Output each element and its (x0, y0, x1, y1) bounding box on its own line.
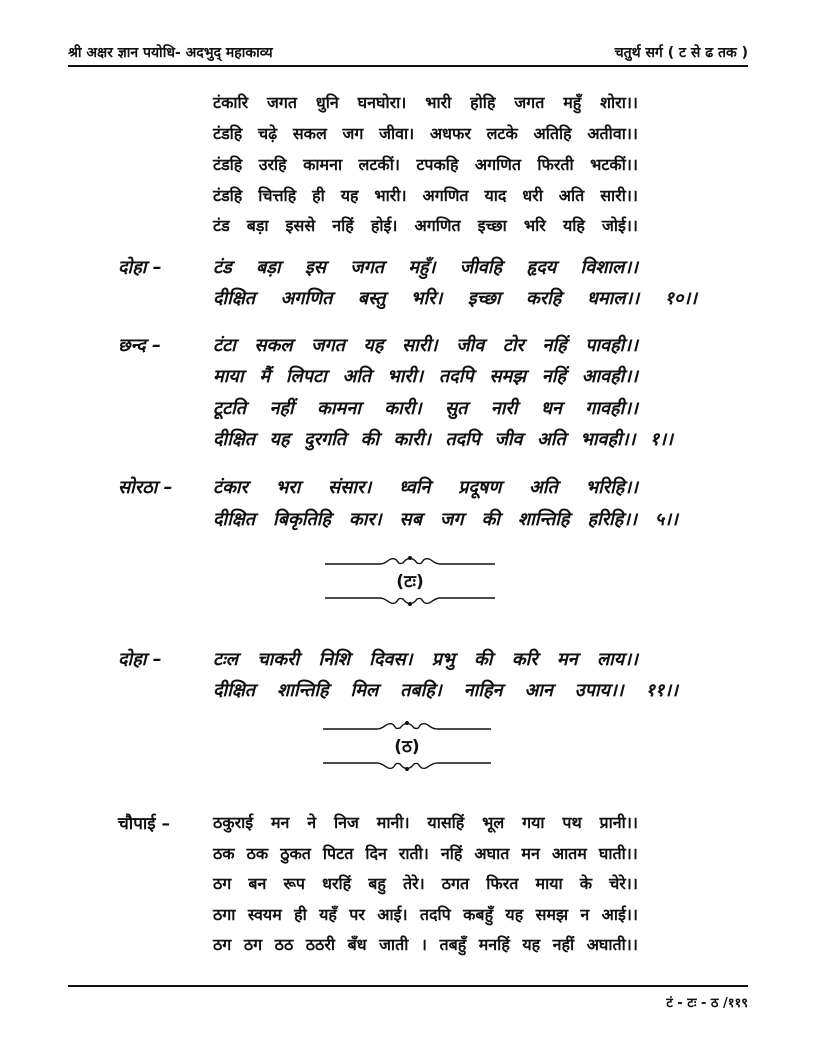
ornament-bottom-icon (325, 594, 495, 608)
page-header (68, 40, 748, 64)
verse-line: टंडहि चढ़े सकल जग जीवा। अधफर लटके अतिहि अतीवा।। (213, 124, 638, 143)
verse-line: माया मैं लिपटा अति भारी। तदपि समझ नहिं आवही।। (213, 366, 638, 387)
ornament-bottom-icon (323, 759, 491, 773)
header-rule (68, 65, 748, 67)
doha-label: दोहा – (118, 649, 162, 670)
verse-line: टंकार भरा संसार। ध्वनि प्रदूषण अति भरिहि।। (213, 477, 638, 498)
verse-line: टंड बड़ा इस जगत महुँ। जीवहि हृदय विशाल।। (213, 257, 638, 278)
verse-line: दीक्षित शान्तिहि मिल तबहि। नाहिन आन उपाय।। ११।। (213, 680, 678, 701)
page-number: टं - टः - ठ /११९ (666, 996, 748, 1011)
section-letter: (ठ) (394, 737, 420, 757)
verse-line: टंडहि उरहि कामना लटकीं। टपकहि अगणित फिरती भटकीं।। (213, 155, 638, 174)
verse-line: टंड बड़ा इससे नहिं होई। अगणित इच्छा भरि यहि जोई।। (213, 216, 638, 235)
chhand-label: छन्द – (118, 335, 162, 356)
verse-line: ठगा स्वयम ही यहँ पर आई। तदपि कबहुँ यह समझ न आई।। (213, 905, 638, 924)
verse-line: ठग ठग ठठ ठठरी बँध जाती । तबहुँ मनहिं यह नहीं अघाती।। (213, 935, 638, 954)
verse-line: टंडहि चित्तहि ही यह भारी। अगणित याद धरी अति सारी।। (213, 186, 638, 205)
doha-label: दोहा – (118, 257, 162, 278)
verse-line: टंटा सकल जगत यह सारी। जीव टोर नहिं पावही।। (213, 335, 638, 356)
footer-rule (68, 985, 748, 987)
section-divider-tah (325, 553, 495, 608)
verse-line: ठकुराई मन ने निज मानी। यासहिं भूल गया पथ प्रानी।। (213, 813, 638, 832)
section-letter: (टः) (396, 572, 424, 592)
verse-line: दीक्षित यह दुरगति की कारी। तदपि जीव अति भावही।। १।। (213, 429, 673, 450)
verse-line: दीक्षित बिकृतिहि कार। सब जग की शान्तिहि हरिहि।। ५।। (213, 509, 678, 530)
verse-line: टूटति नहीं कामना कारी। सुत नारी धन गावही।। (213, 398, 638, 419)
section-divider-tha (323, 718, 491, 773)
verse-line: ठक ठक ठुकत पिटत दिन राती। नहिं अघात मन आतम घाती।। (213, 844, 638, 863)
verse-line: ठग बन रूप धरहिं बहु तेरे। ठगत फिरत माया के चेरे।। (213, 874, 638, 893)
header-chapter-title: चतुर्थ सर्ग ( ट से ढ तक ) (614, 44, 748, 61)
ornament-top-icon (323, 718, 491, 732)
ornament-top-icon (325, 553, 495, 567)
chaupai-label: चौपाई – (118, 814, 171, 834)
verse-line: दीक्षित अगणित बस्तु भरि। इच्छा करहि धमाल।। १०।। (213, 288, 697, 309)
verse-line: टंकारि जगत धुनि घनघोरा। भारी होहि जगत महुँ शोरा।। (213, 93, 638, 112)
header-book-title: श्री अक्षर ज्ञान पयोधि- अदभुद् महाकाव्य (68, 44, 273, 61)
verse-line: टःल चाकरी निशि दिवस। प्रभु की करि मन लाय।। (213, 649, 638, 670)
sortha-label: सोरठा – (118, 477, 173, 498)
